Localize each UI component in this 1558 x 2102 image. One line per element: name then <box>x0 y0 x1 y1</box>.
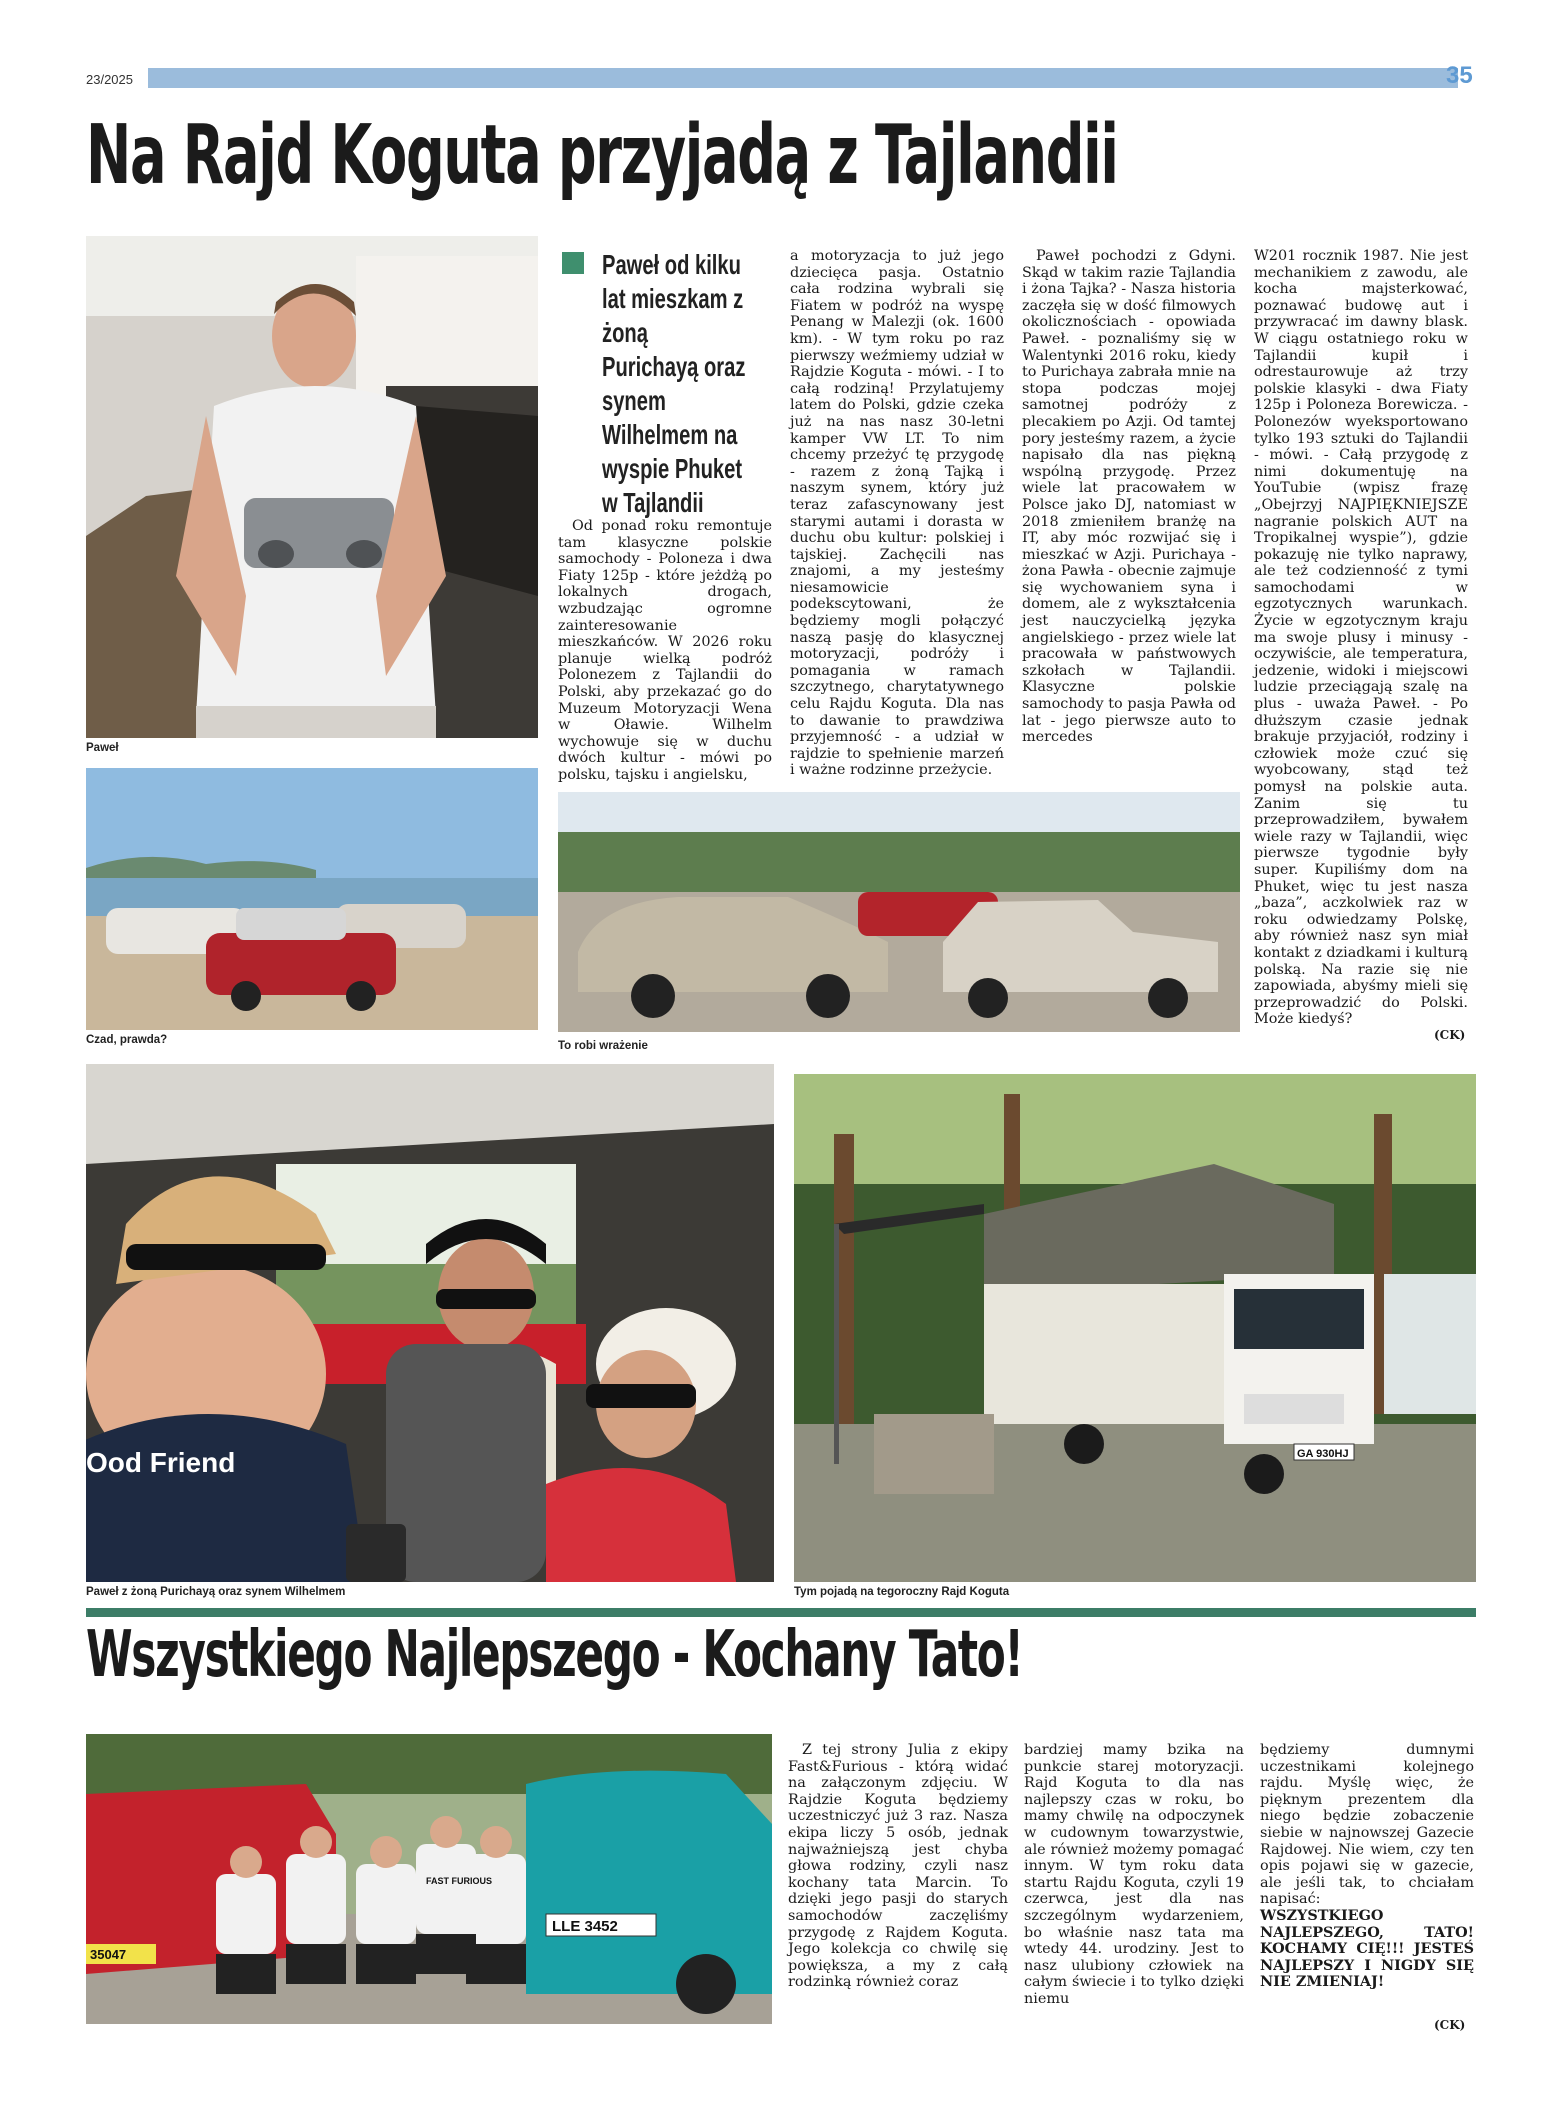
article2-column-3: będziemy dumnymi uczestnikami kolejnego rajdu. Myślę więc, że pięknym prezentem dla niego będzie zobaczenie siebie w najnowszej Gazecie Rajdowej. Nie wiem, czy ten opis pojawi się w gazecie, ale jeśli tak, to chciałam napisać: WSZYSTKIEGO NAJLEPSZEGO, TATO! KOCHAMY CIĘ!!! JESTEŚ NAJLEPSZY I NIGDY SIĘ NIE ZMIENIAJ! <box>1260 1742 1474 1991</box>
article-headline: Na Rajd Koguta przyjadą z Tajlandii <box>86 108 1118 203</box>
article-column-1: Od ponad roku remontuje tam klasyczne polskie samochody - Poloneza i dwa Fiaty 125p - które jeżdżą po lokalnych drogach, wzbudzając ogromne zainteresowanie mieszkańców. W 2026 roku planuje wielką podróż Polonezem z Tajlandii do Polski, aby przekazać go do Muzeum Motoryzacji Wena w Oławie. Wilhelm wychowuje się w duchu dwóch kultur - mówi po polsku, tajsku i angielsku, <box>558 518 772 783</box>
caption-camper: Tym pojadą na tegoroczny Rajd Koguta <box>794 1586 1010 1598</box>
lead-text: Paweł od kilku lat mieszkam z żoną Purichayą oraz synem Wilhelmem na wyspie Phuket w Tajlandii <box>602 249 746 518</box>
article-column-2: a motoryzacja to już jego dziecięca pasja. Ostatnio cała rodzina wybrali się Fiatem w podróż na wyspę Penang w Malezji (ok. 1600 km). - W tym roku po raz pierwszy weźmiemy udział w Rajdzie Koguta - mówi. - I to całą rodziną! Przylatujemy latem do Polski, gdzie czeka już na nas nasz 30-letni kamper VW LT. To nim chcemy przeżyć tę przygodę - razem z żoną Tajką i naszym synem, który już teraz zafascynowany jest starymi autami i dorasta w duchu obu kultur: polskiej i tajskiej. Zachęcili nas znajomi, a my jesteśmy niesamowicie podekscytowani, że będziemy mogli połączyć naszą pasję do klasycznej motoryzacji, podróży i pomagania w ramach szczytnego, charytatywnego celu Rajdu Koguta. Dla nas to dawanie to prawdziwa przyjemność - a udział w rajdzie to spełnienie marzeń i ważne rodzinne przeżycie. <box>790 248 1004 779</box>
caption-cars: To robi wrażenie <box>558 1040 648 1052</box>
camper-photo <box>794 1074 1476 1582</box>
article2-column-2: bardziej mamy bzika na punkcie starej motoryzacji. Rajd Koguta to dla nas najlepszy czas w roku, bo mamy chwilę na odpoczynek w cudownym towarzystwie, ale również możemy pomagać innym. W tym roku data startu Rajdu Koguta, czyli 19 czerwca, jest dla nas szczególnym wydarzeniem, bo właśnie nasz tata ma wtedy 44. urodziny. Jest to nasz ulubiony człowiek na całym świecie i to tylko dzięki niemu <box>1024 1742 1244 2007</box>
header-bar <box>148 68 1458 88</box>
beach-photo <box>86 768 538 1030</box>
caption-portrait: Paweł <box>86 742 119 754</box>
caption-family: Paweł z żoną Purichayą oraz synem Wilhelmem <box>86 1586 346 1598</box>
birthday-wish: WSZYSTKIEGO NAJLEPSZEGO, TATO! KOCHAMY CIĘ!!! JESTEŚ NAJLEPSZY I NIGDY SIĘ NIE ZMIENIAJ! <box>1260 1906 1474 1991</box>
page-number: 35 <box>1446 62 1473 89</box>
caption-beach: Czad, prawda? <box>86 1034 168 1046</box>
article-column-3: Paweł pochodzi z Gdyni. Skąd w takim razie Tajlandia i żona Tajka? - Nasza historia zaczęła się w dość filmowych okolicznościach - opowiada Paweł. - poznaliśmy się w Walentynki 2016 roku, kiedy to Purichaya zabrała mnie na stopa podczas mojej samotnej podróży z plecakiem po Azji. Od tamtej pory jesteśmy razem, a życie napisało dla nas piękną wspólną przygodę. Przez wiele lat pracowałem w Polsce jako DJ, natomiast w 2018 zmieniłem branżę na IT, aby móc rozwijać się i mieszkać w Azji. Purichaya - żona Pawła - obecnie zajmuje się wychowaniem syna i domem, ale z wykształcenia jest nauczycielką języka angielskiego - przez wiele lat pracowała w państwowych szkołach w Tajlandii. Klasyczne polskie samochody to pasja Pawła od lat - jego pierwsze auto to mercedes <box>1022 248 1236 746</box>
team-photo <box>86 1734 772 2024</box>
article-credit: (CK) <box>1434 1028 1466 1042</box>
camper-plate: GA 930HJ <box>1297 1448 1349 1460</box>
article2-column-1: Z tej strony Julia z ekipy Fast&Furious - którą widać na załączonym zdjęciu. W Rajdzie Koguta będziemy uczestniczyć już 3 raz. Nasza ekipa liczy 5 osób, jednak najważniejszą jest chyba głowa rodziny, czyli nasz kochany tata Marcin. To dzięki jego pasji do starych samochodów zaczęliśmy przygodę z Rajdem Koguta. Jego kolekcja co chwilę się powiększa, a my z całą rodzinką również coraz <box>788 1742 1008 1991</box>
portrait-photo <box>86 236 538 738</box>
article2-credit: (CK) <box>1434 2018 1466 2032</box>
article-lead <box>562 248 752 520</box>
cars-photo <box>558 792 1240 1032</box>
shirt-text: FAST FURIOUS <box>426 1876 493 1886</box>
section-divider <box>86 1608 1476 1617</box>
family-photo <box>86 1064 774 1582</box>
plate-right: LLE 3452 <box>552 1918 618 1935</box>
lead-marker <box>562 252 584 274</box>
tshirt-text: Ood Friend <box>86 1447 236 1478</box>
article-column-4: W201 rocznik 1987. Nie jest mechanikiem z zawodu, ale kocha majsterkować, poznawać budowę aut i przywracać im dawny blask. W ciągu ostatniego roku w Tajlandii kupił i odrestaurowuje aż trzy polskie klasyki - dwa Fiaty 125p i Poloneza Borewicza. - Polonezów wyeksportowano tylko 193 sztuki do Tajlandii - mówi. - Całą przygodę z nimi dokumentuję na YouTubie (wpisz frazę „Obejrzyj NAJPIĘKNIEJSZE nagranie polskich AUT na Tropikalnej wyspie”), gdzie pokazuję nie tylko naprawy, ale też codzienność z tymi samochodami w egzotycznych warunkach. Życie w egzotycznym kraju ma swoje plusy i minusy - oczywiście, ale temperatura, jedzenie, widoki i miejscowi ludzie przeciągają szalę na plus - uważa Paweł. - Po dłuższym czasie jednak brakuje przyjaciół, rodziny i człowiek może czuć się wyobcowany, stąd też pomysł na polskie auta. Zanim się tu przeprowadziłem, bywałem wiele razy w Tajlandii, więc pierwsze tygodnie były super. Kupiliśmy dom na Phuket, więc tu jest nasza „baza”, aczkolwiek raz w roku odwiedzamy Polskę, aby również nasz syn miał kontakt z dziadkami i kulturą polską. Na razie się nie zapowiada, abyśmy mieli się przeprowadzić do Polski. Może kiedyś? <box>1254 248 1468 1028</box>
plate-left: 35047 <box>90 1947 127 1962</box>
second-headline: Wszystkiego Najlepszego - Kochany Tato! <box>86 1618 1023 1692</box>
issue-number: 23/2025 <box>86 72 133 87</box>
